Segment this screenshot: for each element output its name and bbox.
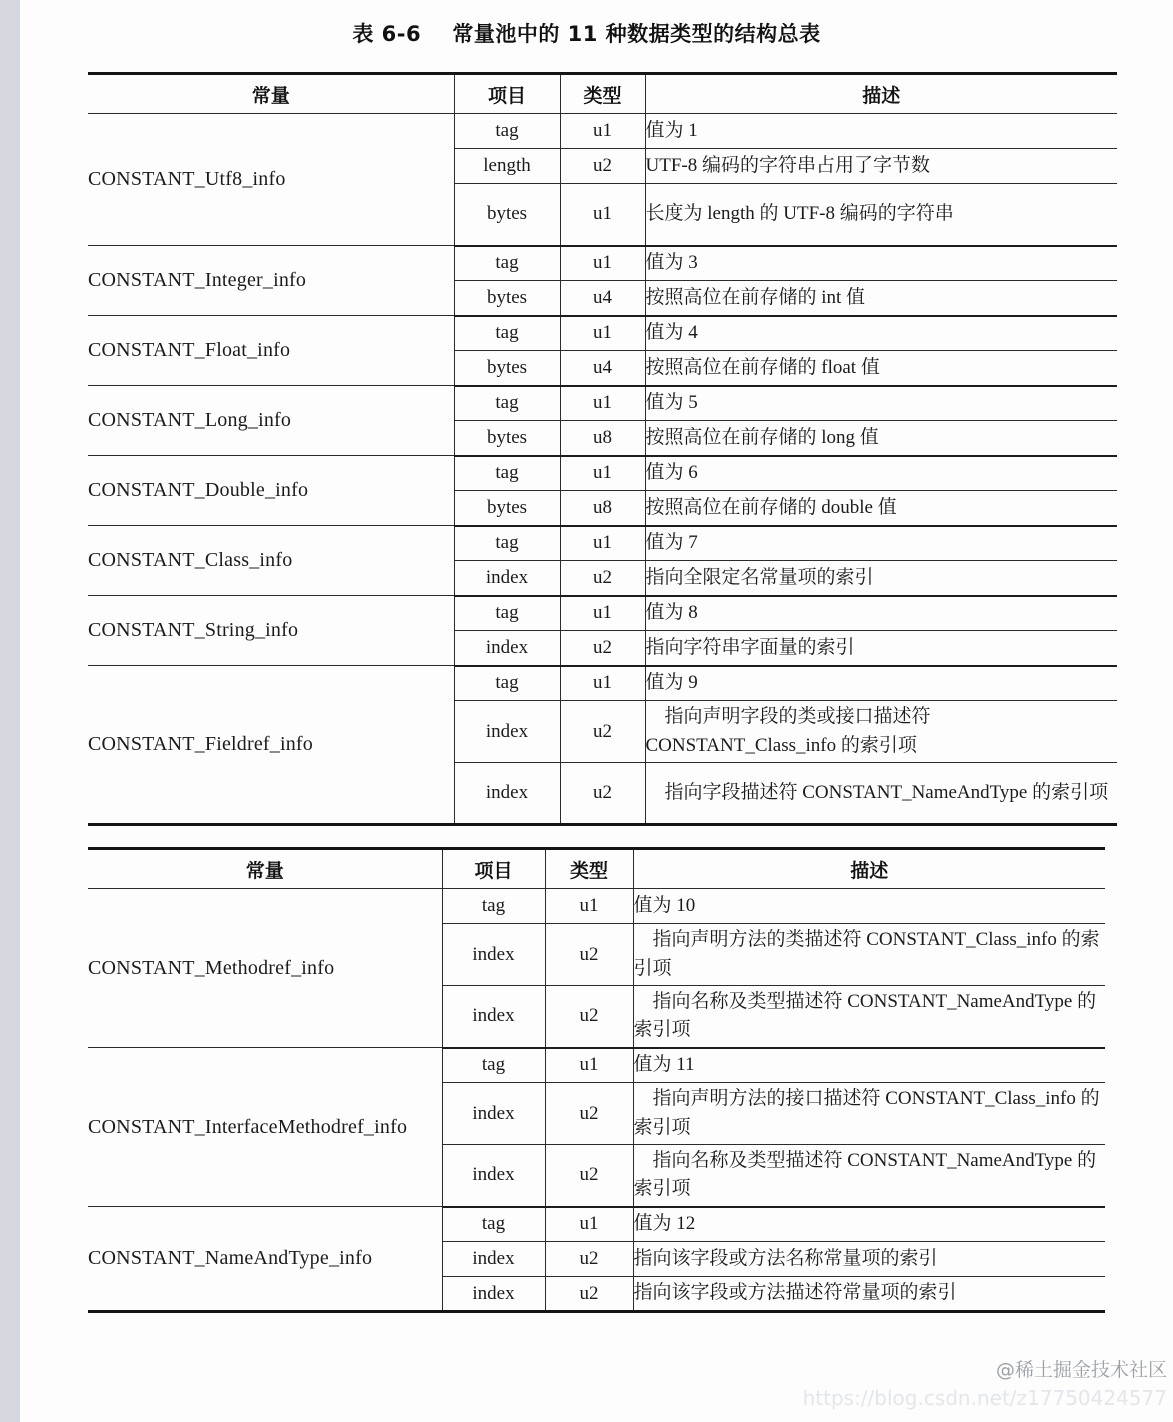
constant-name-cell: CONSTANT_Float_info xyxy=(88,316,454,386)
type-cell: u1 xyxy=(560,114,645,149)
constant-name-cell: CONSTANT_Methodref_info xyxy=(88,889,442,1048)
table-row xyxy=(88,596,1117,631)
description-cell: 指向名称及类型描述符 CONSTANT_NameAndType 的索引项 xyxy=(633,986,1105,1048)
type-cell: u1 xyxy=(545,1048,633,1083)
watermark-text: @稀土掘金技术社区 xyxy=(995,1359,1167,1381)
table-row xyxy=(88,1048,1105,1083)
item-cell: tag xyxy=(454,386,560,421)
description-cell: 按照高位在前存储的 double 值 xyxy=(645,491,1117,526)
type-cell: u8 xyxy=(560,421,645,456)
constant-pool-table-part-2 xyxy=(88,847,1105,1313)
constant-name-cell: CONSTANT_String_info xyxy=(88,596,454,666)
column-header-1: 常量 xyxy=(88,849,442,889)
table-row xyxy=(88,456,1117,491)
description-cell: 值为 4 xyxy=(645,316,1117,351)
item-cell: bytes xyxy=(454,281,560,316)
item-cell: tag xyxy=(454,666,560,701)
description-cell: 按照高位在前存储的 float 值 xyxy=(645,351,1117,386)
page-left-gutter xyxy=(0,0,20,1422)
description-cell: 值为 1 xyxy=(645,114,1117,149)
item-cell: tag xyxy=(442,1207,545,1242)
description-cell: 按照高位在前存储的 long 值 xyxy=(645,421,1117,456)
type-cell: u4 xyxy=(560,351,645,386)
description-cell: 指向声明方法的接口描述符 CONSTANT_Class_info 的索引项 xyxy=(633,1083,1105,1145)
item-cell: index xyxy=(454,561,560,596)
type-cell: u1 xyxy=(545,889,633,924)
item-cell: index xyxy=(442,924,545,986)
item-cell: tag xyxy=(454,456,560,491)
type-cell: u2 xyxy=(560,701,645,763)
type-cell: u2 xyxy=(560,631,645,666)
column-header-2: 项目 xyxy=(454,74,560,114)
type-cell: u8 xyxy=(560,491,645,526)
item-cell: index xyxy=(442,1145,545,1207)
document-page xyxy=(20,0,1173,1422)
description-cell: 指向该字段或方法描述符常量项的索引 xyxy=(633,1277,1105,1312)
item-cell: index xyxy=(442,1083,545,1145)
item-cell: tag xyxy=(454,596,560,631)
description-cell: 指向名称及类型描述符 CONSTANT_NameAndType 的索引项 xyxy=(633,1145,1105,1207)
constant-name-cell: CONSTANT_NameAndType_info xyxy=(88,1207,442,1312)
constant-name-cell: CONSTANT_InterfaceMethodref_info xyxy=(88,1048,442,1207)
description-cell: 值为 11 xyxy=(633,1048,1105,1083)
column-header-3: 类型 xyxy=(560,74,645,114)
watermark-url: https://blog.csdn.net/z17750424577 xyxy=(802,1386,1167,1410)
type-cell: u2 xyxy=(545,1145,633,1207)
column-header-4: 描述 xyxy=(645,74,1117,114)
type-cell: u1 xyxy=(560,386,645,421)
description-cell: 指向字符串字面量的索引 xyxy=(645,631,1117,666)
type-cell: u2 xyxy=(545,1083,633,1145)
table-row xyxy=(88,666,1117,701)
table-row xyxy=(88,386,1117,421)
item-cell: index xyxy=(454,701,560,763)
item-cell: bytes xyxy=(454,491,560,526)
item-cell: index xyxy=(442,1242,545,1277)
table-row xyxy=(88,114,1117,149)
item-cell: index xyxy=(454,631,560,666)
description-cell: 指向字段描述符 CONSTANT_NameAndType 的索引项 xyxy=(645,763,1117,825)
constant-name-cell: CONSTANT_Long_info xyxy=(88,386,454,456)
type-cell: u1 xyxy=(560,456,645,491)
description-cell: 值为 3 xyxy=(645,246,1117,281)
table-row xyxy=(88,316,1117,351)
item-cell: bytes xyxy=(454,351,560,386)
description-cell: 指向声明方法的类描述符 CONSTANT_Class_info 的索引项 xyxy=(633,924,1105,986)
item-cell: bytes xyxy=(454,421,560,456)
type-cell: u1 xyxy=(560,184,645,246)
table-header-row xyxy=(88,74,1117,114)
type-cell: u1 xyxy=(560,666,645,701)
description-cell: 值为 6 xyxy=(645,456,1117,491)
type-cell: u1 xyxy=(560,316,645,351)
constant-pool-table-part-1 xyxy=(88,72,1117,826)
description-cell: 值为 10 xyxy=(633,889,1105,924)
type-cell: u1 xyxy=(560,246,645,281)
constant-name-cell: CONSTANT_Utf8_info xyxy=(88,114,454,246)
type-cell: u2 xyxy=(560,763,645,825)
item-cell: tag xyxy=(454,526,560,561)
description-cell: 值为 12 xyxy=(633,1207,1105,1242)
constant-name-cell: CONSTANT_Integer_info xyxy=(88,246,454,316)
type-cell: u2 xyxy=(560,561,645,596)
description-cell: 指向全限定名常量项的索引 xyxy=(645,561,1117,596)
item-cell: tag xyxy=(442,1048,545,1083)
type-cell: u2 xyxy=(545,1277,633,1312)
description-cell: UTF-8 编码的字符串占用了字节数 xyxy=(645,149,1117,184)
description-cell: 长度为 length 的 UTF-8 编码的字符串 xyxy=(645,184,1117,246)
type-cell: u4 xyxy=(560,281,645,316)
type-cell: u2 xyxy=(545,924,633,986)
type-cell: u1 xyxy=(545,1207,633,1242)
item-cell: length xyxy=(454,149,560,184)
description-cell: 值为 9 xyxy=(645,666,1117,701)
type-cell: u1 xyxy=(560,596,645,631)
description-cell: 值为 8 xyxy=(645,596,1117,631)
table-row xyxy=(88,246,1117,281)
constant-name-cell: CONSTANT_Class_info xyxy=(88,526,454,596)
item-cell: index xyxy=(442,1277,545,1312)
column-header-1: 常量 xyxy=(88,74,454,114)
type-cell: u1 xyxy=(560,526,645,561)
description-cell: 按照高位在前存储的 int 值 xyxy=(645,281,1117,316)
item-cell: tag xyxy=(454,114,560,149)
table-row xyxy=(88,889,1105,924)
description-cell: 值为 7 xyxy=(645,526,1117,561)
column-header-4: 描述 xyxy=(633,849,1105,889)
type-cell: u2 xyxy=(545,986,633,1048)
item-cell: tag xyxy=(454,316,560,351)
item-cell: bytes xyxy=(454,184,560,246)
page-title: 表 6-6 常量池中的 11 种数据类型的结构总表 xyxy=(352,22,821,46)
constant-name-cell: CONSTANT_Double_info xyxy=(88,456,454,526)
column-header-3: 类型 xyxy=(545,849,633,889)
item-cell: tag xyxy=(442,889,545,924)
description-cell: 指向声明字段的类或接口描述符 CONSTANT_Class_info 的索引项 xyxy=(645,701,1117,763)
column-header-2: 项目 xyxy=(442,849,545,889)
type-cell: u2 xyxy=(545,1242,633,1277)
table-header-row xyxy=(88,849,1105,889)
constant-name-cell: CONSTANT_Fieldref_info xyxy=(88,666,454,825)
item-cell: index xyxy=(442,986,545,1048)
table-row xyxy=(88,1207,1105,1242)
item-cell: index xyxy=(454,763,560,825)
item-cell: tag xyxy=(454,246,560,281)
type-cell: u2 xyxy=(560,149,645,184)
description-cell: 指向该字段或方法名称常量项的索引 xyxy=(633,1242,1105,1277)
description-cell: 值为 5 xyxy=(645,386,1117,421)
table-row xyxy=(88,526,1117,561)
